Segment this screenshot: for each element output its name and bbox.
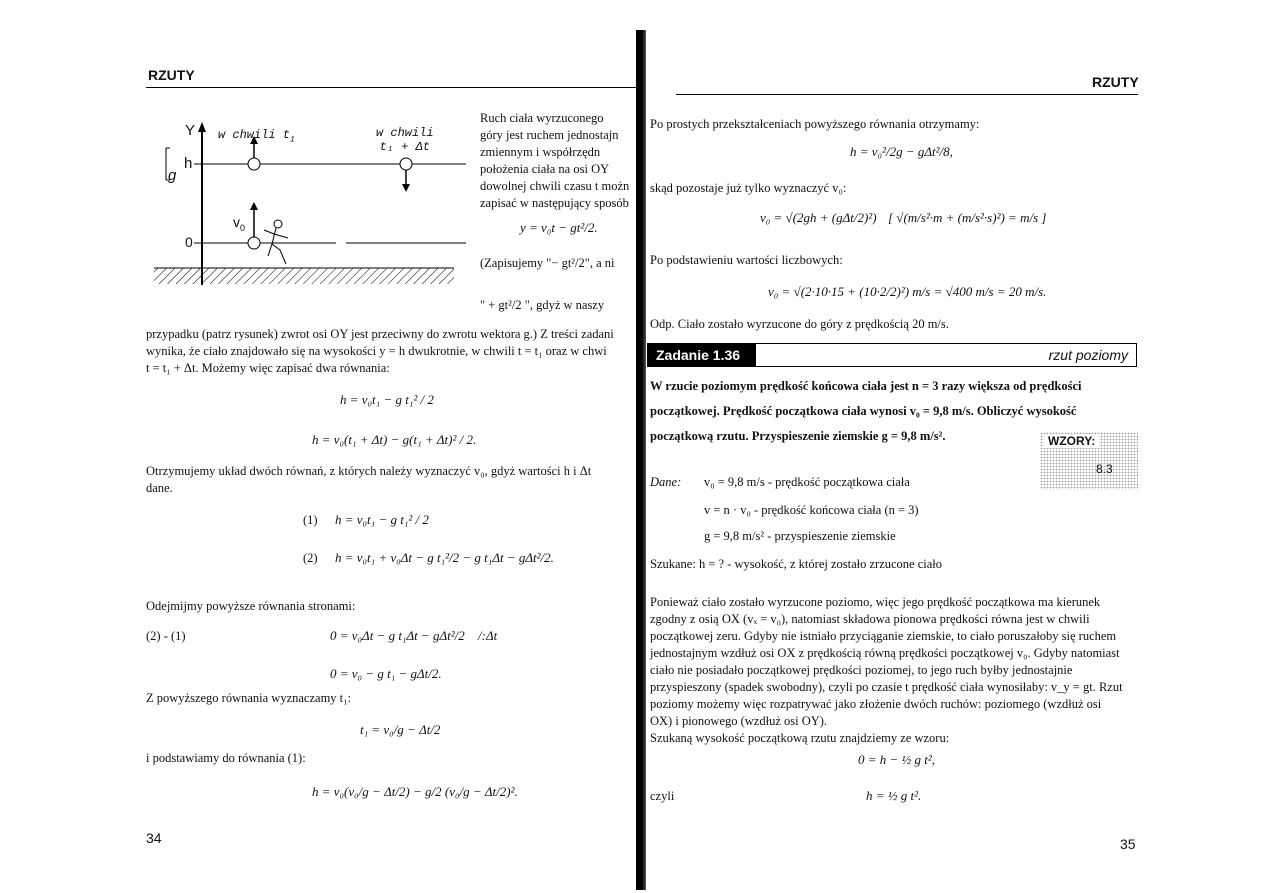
task-statement: W rzucie poziomym prędkość końcowa ciała jest n = 3 razy większa od prędkości początkowej. Prędkość początkowa ciała wynosi v₀ = 9,8 m/s. Obliczyć wysokość początkową rzutu. Przyspieszenie ziemskie g = 9,8 m/s². bbox=[650, 379, 1082, 443]
right-line-2: skąd pozostaje już tylko wyznaczyć v₀: bbox=[650, 181, 847, 195]
thrower-figure bbox=[264, 220, 288, 264]
moment-t2: w chwili t₁ + Δt bbox=[376, 126, 434, 154]
solution-text: Ponieważ ciało zostało wyrzucone poziomo, więc jego prędkość początkowa ma kierunek zgodny z osią OX (vₓ = v₀), natomiast składowa pionowa prędkości równa jest w chwili początkowej zeru. Gdyby nie istniało przyciąganie ziemskie, to ciało poruszałoby się ruchem jednostajnym wzdłuż osi OX z prędkością równą prędkości początkowej v₀. Gdyby natomiast ciało nie posiadało początkowej prędkości poziomej, to jego ruch byłby jednostajnie przyspieszony (spadek swobodny), czyli po czasie t prędkość ciała wynosiłaby: v_y = gt. Rzut poziomy możemy więc rozpatrywać jako złożenie dwóch ruchów: poziomego (wzdłuż osi OX) i pionowego (wzdłuż osi OY). Szukaną wysokość początkową rzutu znajdziemy ze wzoru: bbox=[650, 595, 1123, 745]
right-eq-2: v₀ = √(2gh + (gΔt/2)²) bbox=[760, 210, 877, 225]
final-equation: h = v₀(v₀/g − Δt/2) − g/2 (v₀/g − Δt/2)². bbox=[312, 784, 518, 799]
right-eq-1: h = v₀²/2g − gΔt²/8, bbox=[850, 144, 953, 159]
note-line-1: (Zapisujemy "− gt²/2", a ni bbox=[480, 256, 615, 270]
formulas-title: WZORY: bbox=[1044, 434, 1099, 448]
paragraph-5: i podstawiamy do równania (1): bbox=[146, 751, 306, 765]
given-1: v₀ = 9,8 m/s - prędkość początkowa ciała bbox=[704, 475, 910, 489]
right-eq-3: v₀ = √(2·10·15 + (10·2/2)²) m/s = √400 m/s = 20 m/s. bbox=[768, 284, 1047, 299]
given-2: v = n · v₀ - prędkość końcowa ciała (n = 3) bbox=[704, 503, 919, 517]
final-eq-2: h = ½ g t². bbox=[866, 788, 922, 803]
left-page-number: 34 bbox=[146, 830, 162, 846]
label-h: h bbox=[184, 155, 193, 172]
axis-y-label: Y bbox=[185, 122, 196, 139]
paragraph-4: Z powyższego równania wyznaczamy t₁: bbox=[146, 691, 351, 705]
final-eq-1: 0 = h − ½ g t², bbox=[858, 752, 936, 767]
task-number: Zadanie 1.36 bbox=[648, 344, 756, 366]
label-g: g bbox=[168, 167, 177, 184]
formulas-number: 8.3 bbox=[1096, 462, 1113, 476]
ball-t2 bbox=[400, 158, 412, 170]
formulas-box bbox=[1040, 432, 1138, 490]
diff-label: (2) - (1) bbox=[146, 629, 186, 643]
paragraph-3: Odejmijmy powyższe równania stronami: bbox=[146, 599, 356, 613]
ground-hatch bbox=[154, 268, 454, 284]
given-label: Dane: bbox=[650, 475, 682, 489]
ball-t1 bbox=[248, 158, 260, 170]
left-header-rule bbox=[146, 87, 636, 88]
answer-line: Odp. Ciało zostało wyrzucone do góry z prędkością 20 m/s. bbox=[650, 317, 949, 331]
diff-eq-2: 0 = v₀ − g t₁ − gΔt/2. bbox=[330, 666, 442, 681]
czyli-label: czyli bbox=[650, 789, 675, 803]
moment-t1: w chwili $t_1$ bbox=[218, 128, 295, 145]
note-line-2: " + gt²/2 ", gdyż w naszy bbox=[480, 298, 605, 312]
right-line-3: Po podstawieniu wartości liczbowych: bbox=[650, 253, 843, 267]
label-zero: 0 bbox=[185, 234, 193, 250]
left-page-header: RZUTY bbox=[148, 67, 195, 83]
right-eq-2-units: [ √(m/s²·m + (m/s²·s)²) = m/s ] bbox=[888, 210, 1047, 225]
right-page-header: RZUTY bbox=[1092, 74, 1139, 90]
sought: Szukane: h = ? - wysokość, z której zostało zrzucone ciało bbox=[650, 557, 943, 571]
task-banner bbox=[647, 343, 1137, 367]
task-topic: rzut poziomy bbox=[1048, 347, 1128, 363]
diff-divide: /:Δt bbox=[478, 628, 498, 643]
system-eq-2: h = v₀t₁ + v₀Δt − g t₁²/2 − g t₁Δt − gΔt²/2. bbox=[335, 550, 554, 565]
system-eq-1: h = v₀t₁ − g t₁² / 2 bbox=[335, 512, 429, 527]
right-page-number: 35 bbox=[1120, 836, 1136, 852]
paragraph-1: przypadku (patrz rysunek) zwrot osi OY jest przeciwny do zwrotu wektora g.) Z treści zadani wynika, że ciało znajdowało się na wysokości y = h dwukrotnie, w chwili t = t₁ oraz w chwi t = t₁ + Δt. Możemy więc zapisać dwa równania: bbox=[146, 327, 614, 375]
right-header-rule bbox=[676, 94, 1138, 95]
equation-h2: h = v₀(t₁ + Δt) − g(t₁ + Δt)² / 2. bbox=[312, 432, 477, 447]
t1-equation: t₁ = v₀/g − Δt/2 bbox=[360, 722, 441, 737]
system-label-1: (1) bbox=[303, 513, 318, 527]
diff-eq-1: 0 = v₀Δt − g t₁Δt − gΔt²/2 bbox=[330, 628, 465, 643]
page-spine bbox=[636, 30, 646, 890]
paragraph-2: Otrzymujemy układ dwóch równań, z których należy wyznaczyć v₀, gdyż wartości h i Δt dane. bbox=[146, 464, 592, 495]
label-v0: $v_0$ bbox=[233, 214, 246, 233]
system-label-2: (2) bbox=[303, 551, 318, 565]
equation-h1: h = v₀t₁ − g t₁² / 2 bbox=[340, 392, 434, 407]
right-line-1: Po prostych przekształceniach powyższego równania otrzymamy: bbox=[650, 117, 980, 131]
given-3: g = 9,8 m/s² - przyspieszenie ziemskie bbox=[704, 529, 896, 543]
intro-text: Ruch ciała wyrzuconego góry jest ruchem jednostajn zmiennym i współrzędn położenia ciała na osi OY dowolnej chwili czasu t możn zapisać w następujący sposób bbox=[480, 111, 630, 210]
equation-y: y = v₀t − gt²/2. bbox=[520, 220, 598, 235]
ball-start bbox=[248, 237, 260, 249]
